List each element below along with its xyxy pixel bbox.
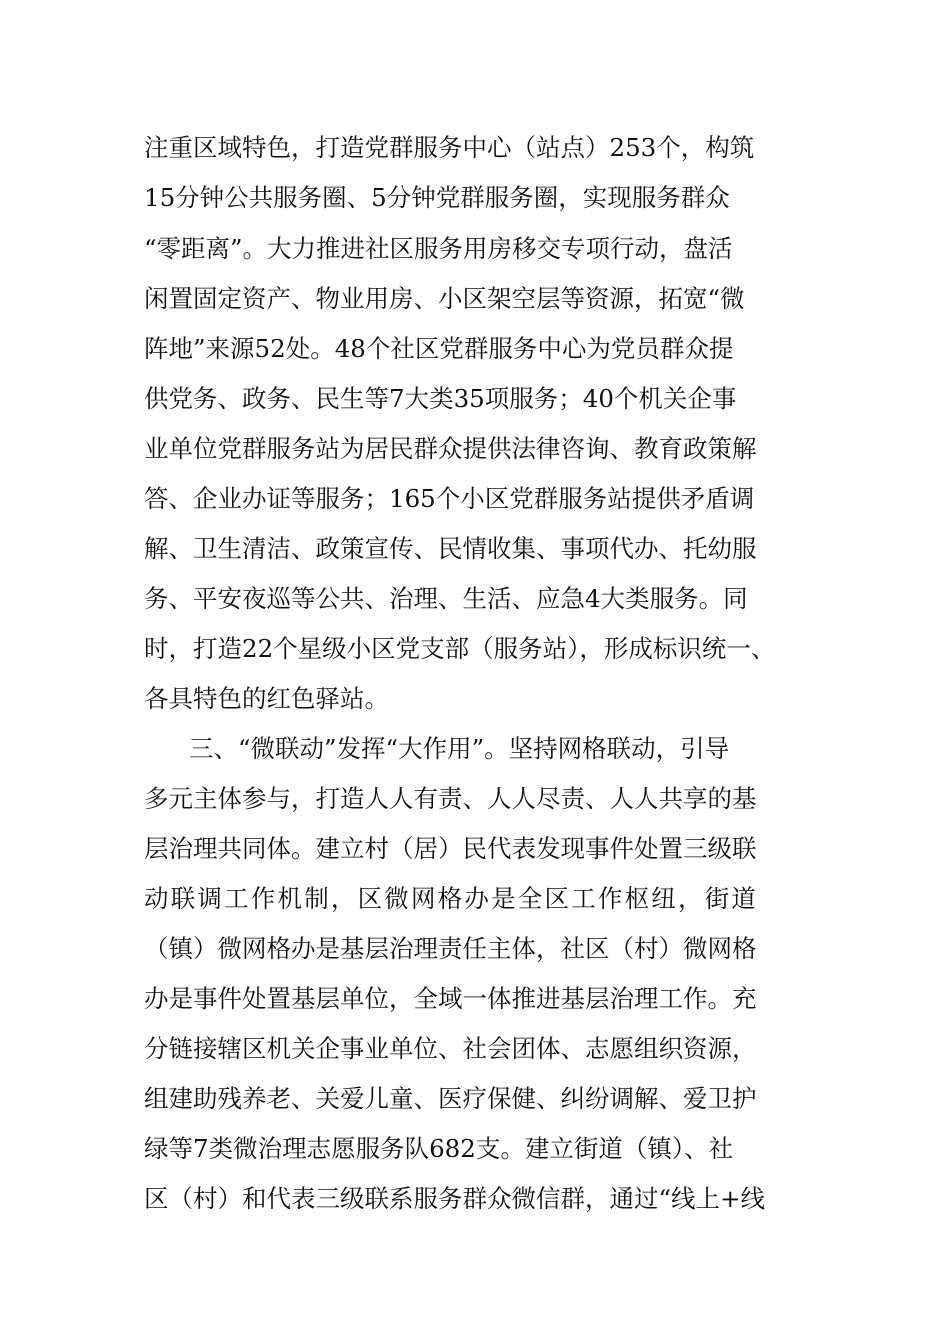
text-line: （镇）微网格办是基层治理责任主体，社区（村）微网格: [144, 934, 757, 963]
text-line: 供党务、政务、民生等7大类35项服务；40个机关企事: [144, 384, 737, 413]
text-line: 注重区域特色，打造党群服务中心（站点）253个，构筑: [144, 133, 755, 162]
section-heading-line: 三、“微联动”发挥“大作用”。坚持网格联动，引导: [189, 734, 730, 763]
text-line: 区（村）和代表三级联系服务群众微信群，通过“线上+线: [144, 1184, 766, 1213]
text-line: 闲置固定资产、物业用房、小区架空层等资源，拓宽“微: [144, 284, 745, 313]
text-line: 阵地”来源52处。48个社区党群服务中心为党员群众提: [144, 334, 734, 363]
text-line: 答、企业办证等服务；165个小区党群服务站提供矛盾调: [144, 484, 755, 513]
text-line: 动联调工作机制，区微网格办是全区工作枢纽，街道: [144, 884, 759, 913]
text-line: 15分钟公共服务圈、5分钟党群服务圈，实现服务群众: [144, 183, 730, 212]
text-line: 时，打造22个星级小区党支部（服务站），形成标识统一、: [144, 634, 776, 663]
text-line: 各具特色的红色驿站。: [144, 684, 389, 713]
text-line: 务、平安夜巡等公共、治理、生活、应急4大类服务。同: [144, 584, 748, 613]
text-line: 组建助残养老、关爱儿童、医疗保健、纠纷调解、爱卫护: [144, 1084, 757, 1113]
text-line: 绿等7类微治理志愿服务队682支。建立街道（镇）、社: [144, 1134, 734, 1163]
text-line: 层治理共同体。建立村（居）民代表发现事件处置三级联: [144, 834, 757, 863]
text-line: “零距离”。大力推进社区服务用房移交专项行动，盘活: [144, 234, 733, 263]
text-line: 办是事件处置基层单位，全域一体推进基层治理工作。充: [144, 984, 757, 1013]
text-line: 多元主体参与，打造人人有责、人人尽责、人人共享的基: [144, 784, 757, 813]
text-line: 解、卫生清洁、政策宣传、民情收集、事项代办、托幼服: [144, 534, 757, 563]
text-line: 业单位党群服务站为居民群众提供法律咨询、教育政策解: [144, 434, 757, 463]
text-line: 分链接辖区机关企事业单位、社会团体、志愿组织资源，: [144, 1034, 757, 1063]
